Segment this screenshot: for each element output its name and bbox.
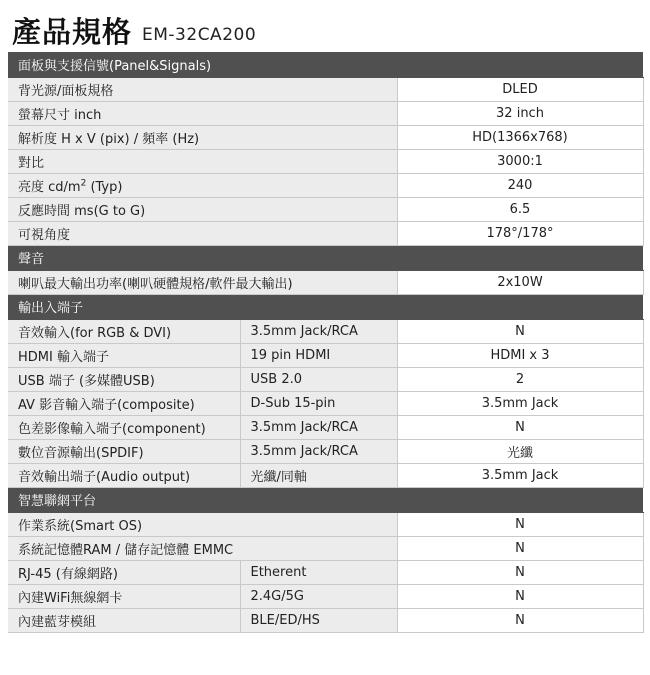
table-row: [8, 173, 643, 197]
row-value: N: [397, 608, 643, 632]
row-value: 240: [397, 173, 643, 197]
table-row: [8, 512, 643, 536]
table-row: [8, 584, 643, 608]
row-label: 音效輸入(for RGB & DVI): [8, 319, 240, 343]
row-sub: BLE/ED/HS: [240, 608, 397, 632]
table-row: [8, 463, 643, 487]
row-value: N: [397, 560, 643, 584]
row-label: 可視角度: [8, 221, 397, 245]
row-value: N: [397, 536, 643, 560]
row-value: 3.5mm Jack: [397, 463, 643, 487]
table-row: [8, 367, 643, 391]
row-label: USB 端子 (多媒體USB): [8, 367, 240, 391]
row-label: HDMI 輸入端子: [8, 343, 240, 367]
model-code: EM-32CA200: [142, 25, 257, 45]
table-row: [8, 319, 643, 343]
table-row: [8, 270, 643, 294]
section-title: 聲音: [8, 245, 643, 270]
row-value: N: [397, 512, 643, 536]
row-label: 色差影像輸入端子(component): [8, 415, 240, 439]
table-row: [8, 415, 643, 439]
spec-table: [8, 52, 644, 633]
table-row: [8, 101, 643, 125]
row-sub: D-Sub 15-pin: [240, 391, 397, 415]
row-sub: USB 2.0: [240, 367, 397, 391]
section-title: 輸出入端子: [8, 294, 643, 319]
row-sub: 2.4G/5G: [240, 584, 397, 608]
row-sub: 3.5mm Jack/RCA: [240, 415, 397, 439]
brightness-label: 亮度 cd/m: [18, 179, 81, 195]
row-value: 光纖: [397, 439, 643, 463]
row-value: 3.5mm Jack: [397, 391, 643, 415]
row-label: 反應時間 ms(G to G): [8, 197, 397, 221]
row-label: 背光源/面板規格: [8, 77, 397, 101]
row-value: N: [397, 584, 643, 608]
row-value: 6.5: [397, 197, 643, 221]
table-row: [8, 149, 643, 173]
row-value: DLED: [397, 77, 643, 101]
section-title: 智慧聯網平台: [8, 487, 643, 512]
row-value: 3000:1: [397, 149, 643, 173]
section-title: 面板與支援信號(Panel&Signals): [8, 52, 643, 77]
row-sub: 19 pin HDMI: [240, 343, 397, 367]
section-audio: [8, 245, 643, 270]
row-label: RJ-45 (有線網路): [8, 560, 240, 584]
row-value: HDMI x 3: [397, 343, 643, 367]
row-value: 2x10W: [397, 270, 643, 294]
table-row: [8, 77, 643, 101]
row-label: [8, 173, 397, 197]
superscript: 2: [80, 178, 87, 189]
row-label: AV 影音輸入端子(composite): [8, 391, 240, 415]
row-label: 作業系統(Smart OS): [8, 512, 397, 536]
row-sub: Etherent: [240, 560, 397, 584]
row-value: 178°/178°: [397, 221, 643, 245]
row-label: 數位音源輸出(SPDIF): [8, 439, 240, 463]
row-sub: 3.5mm Jack/RCA: [240, 439, 397, 463]
table-row: [8, 560, 643, 584]
row-label: 螢幕尺寸 inch: [8, 101, 397, 125]
row-value: N: [397, 415, 643, 439]
row-label: 系統記憶體RAM / 儲存記憶體 EMMC: [8, 536, 397, 560]
table-row: [8, 125, 643, 149]
row-label: 內建藍芽模組: [8, 608, 240, 632]
section-panel: [8, 52, 643, 77]
table-row: [8, 608, 643, 632]
brightness-suffix: (Typ): [86, 179, 123, 195]
table-row: [8, 439, 643, 463]
section-io: [8, 294, 643, 319]
row-label: 音效輸出端子(Audio output): [8, 463, 240, 487]
row-label: 對比: [8, 149, 397, 173]
table-row: [8, 221, 643, 245]
table-row: [8, 197, 643, 221]
table-row: [8, 391, 643, 415]
row-value: HD(1366x768): [397, 125, 643, 149]
row-label: 內建WiFi無線網卡: [8, 584, 240, 608]
table-row: [8, 536, 643, 560]
row-label: 喇叭最大輸出功率(喇叭硬體規格/軟件最大輸出): [8, 270, 397, 294]
row-label: 解析度 H x V (pix) / 頻率 (Hz): [8, 125, 397, 149]
row-value: 32 inch: [397, 101, 643, 125]
row-sub: 光纖/同軸: [240, 463, 397, 487]
section-smart: [8, 487, 643, 512]
row-value: N: [397, 319, 643, 343]
row-value: 2: [397, 367, 643, 391]
page-title: 產品規格: [12, 15, 133, 49]
table-row: [8, 343, 643, 367]
row-sub: 3.5mm Jack/RCA: [240, 319, 397, 343]
page-header: [12, 8, 256, 52]
